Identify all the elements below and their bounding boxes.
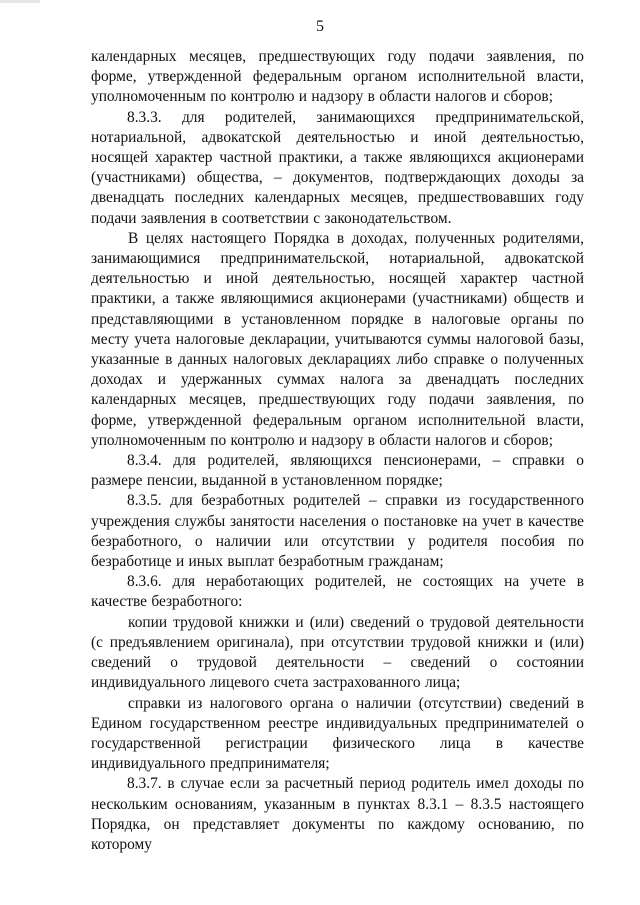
scan-edge-artifact	[0, 0, 40, 3]
paragraph-8-3-5-unemployed: 8.3.5. для безработных родителей – справки из государственного учреждения службы занятости населения о постановке на учет в качестве безработного, о наличии или отсутствии у родителя пособия по безработице и иных выплат безработным гражданам;	[91, 492, 584, 571]
document-body	[91, 47, 584, 855]
paragraph-8-3-6-non-working: 8.3.6. для неработающих родителей, не состоящих на учете в качестве безработного:	[91, 573, 584, 611]
paragraph-income-certificate-continuation: календарных месяцев, предшествующих году подачи заявления, по форме, утвержденной федеральным органом исполнительной власти, уполномоченным по контролю и надзору в области налогов и сборов;	[91, 48, 584, 106]
paragraph-tax-authority-certificate: справки из налогового органа о наличии (отсутствии) сведений в Едином государственном реестре индивидуальных предпринимателей о государственной регистрации физического лица в качестве индивидуального предпринимателя;	[91, 694, 584, 773]
paragraph-8-3-4-pensioners: 8.3.4. для родителей, являющихся пенсионерами, – справки о размере пенсии, выданной в установленном порядке;	[91, 452, 584, 490]
page-number: 5	[316, 18, 324, 35]
paragraph-tax-base-clarification: В целях настоящего Порядка в доходах, полученных родителями, занимающимися предпринимательской, нотариальной, адвокатской деятельностью и иной деятельностью, носящей характер частной практики, а также являющимися акционерами (участниками) обществ и представляющими в установленном порядке в налоговые органы по месту учета налоговые декларации, учитываются суммы налоговой базы, указанные в данных налоговых декларациях либо справке о полученных доходах и удержанных суммах налога за двенадцать последних календарных месяцев, предшествующих году подачи заявления, по форме, утвержденной федеральным органом исполнительной власти, уполномоченным по контролю и надзору в области налогов и сборов;	[91, 229, 584, 449]
paragraph-8-3-3-entrepreneurs: 8.3.3. для родителей, занимающихся предпринимательской, нотариальной, адвокатской деятельностью и иной деятельностью, носящей характер частной практики, а также являющихся акционерами (участниками) общества, – документов, подтверждающих доходы за двенадцать последних календарных месяцев, предшествовавших году подачи заявления в соответствии с законодательством.	[91, 108, 584, 227]
paragraph-employment-record-copies: копии трудовой книжки и (или) сведений о трудовой деятельности (с предъявлением оригинала), при отсутствии трудовой книжки и (или) сведений о трудовой деятельности – сведений о состоянии индивидуального лицевого счета застрахованного лица;	[91, 613, 584, 692]
paragraph-8-3-7-multiple-grounds: 8.3.7. в случае если за расчетный период родитель имел доходы по нескольким основаниям, указанным в пунктах 8.3.1 – 8.3.5 настоящего Порядка, он представляет документы по каждому основанию, по которому	[91, 775, 584, 853]
